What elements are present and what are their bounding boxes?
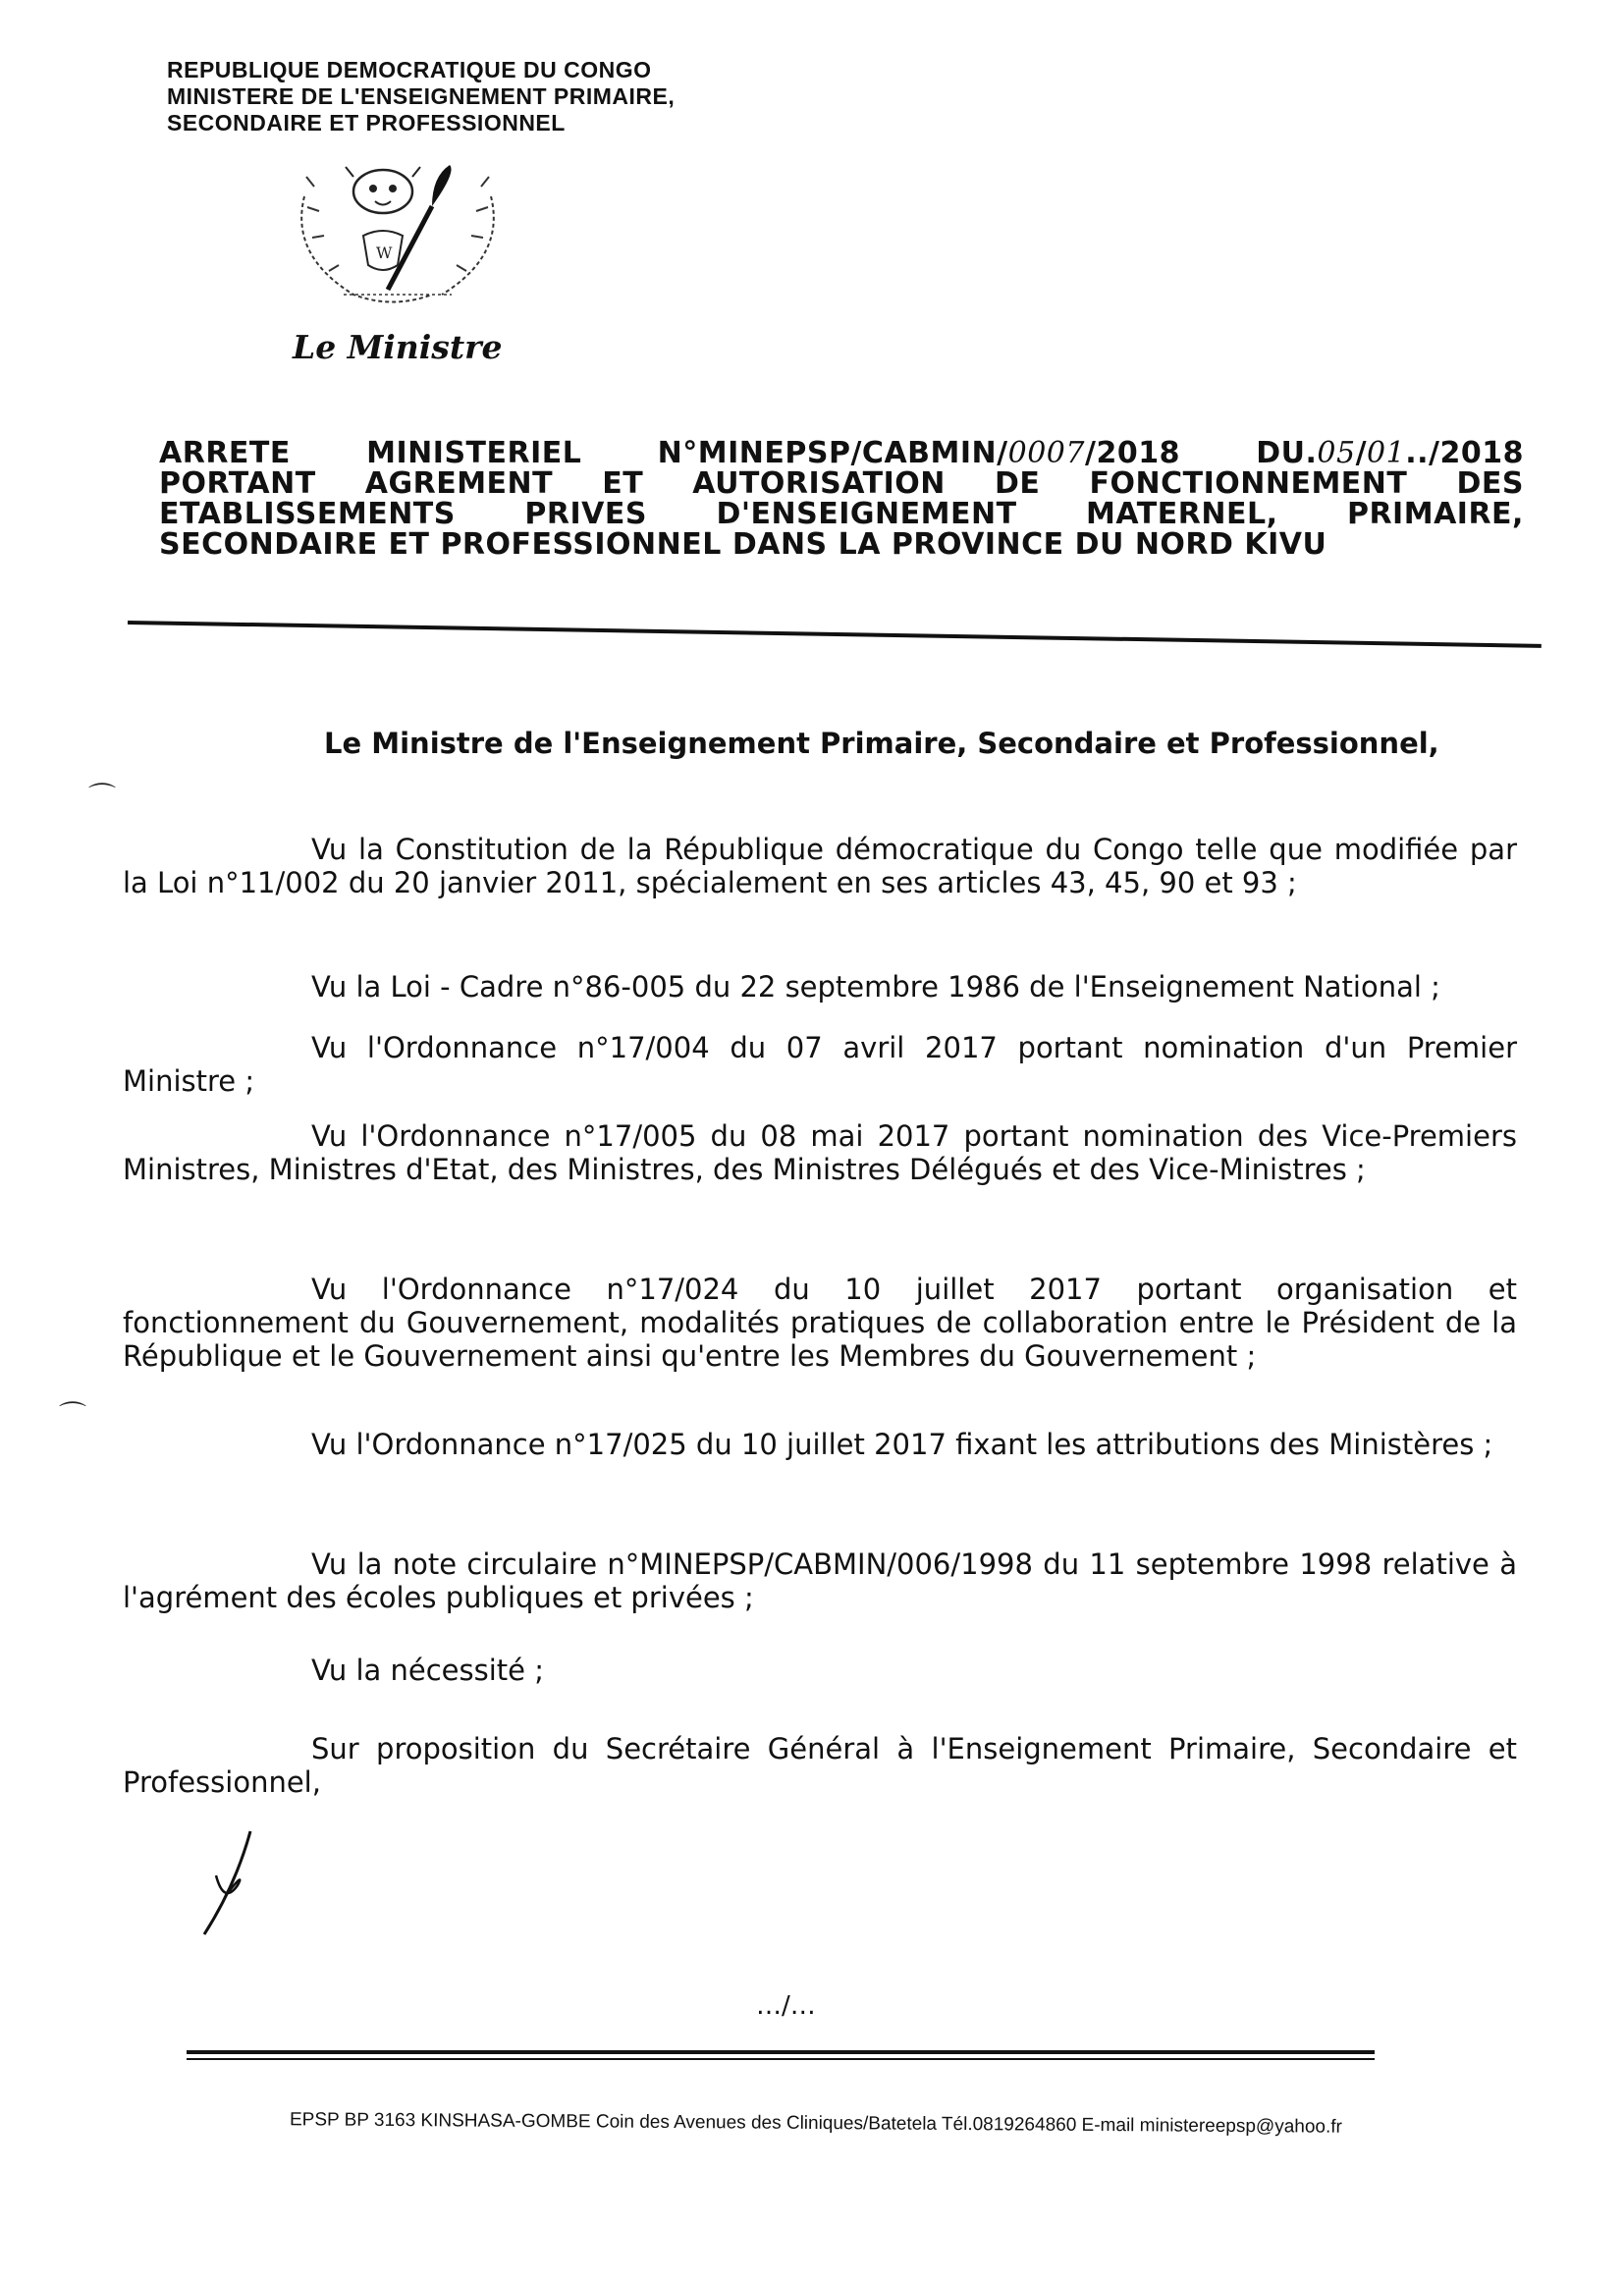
title-word: /2018 xyxy=(1084,436,1180,470)
title-line-1 xyxy=(159,438,1524,468)
recital-paragraph: Vu l'Ordonnance n°17/025 du 10 juillet 2017 fixant les attributions des Ministères ; xyxy=(311,1428,1493,1461)
recital-paragraph: Sur proposition du Secrétaire Général à l'Enseignement Primaire, Secondaire et Professionnel, xyxy=(123,1732,1517,1799)
svg-text:W: W xyxy=(376,244,393,262)
title-word: DU. xyxy=(1256,436,1318,470)
title-word: PORTANT xyxy=(159,466,316,501)
handwritten-day: 05 xyxy=(1317,436,1356,470)
footer-divider xyxy=(187,2050,1375,2054)
title-word: PRIMAIRE, xyxy=(1346,497,1524,531)
title-word: / xyxy=(1355,436,1368,470)
decree-title xyxy=(159,438,1524,560)
continuation-mark: …/… xyxy=(756,1991,816,2021)
recital-paragraph: Vu l'Ordonnance n°17/004 du 07 avril 2017 portant nomination d'un Premier Ministre ; xyxy=(123,1031,1517,1098)
title-word: PRIVES xyxy=(524,497,647,531)
footer-divider-thin xyxy=(187,2058,1375,2060)
title-line-4: SECONDAIRE ET PROFESSIONNEL DANS LA PROVINCE DU NORD KIVU xyxy=(159,527,1327,562)
title-word: DES xyxy=(1456,466,1524,501)
header-ministry: MINISTERE DE L'ENSEIGNEMENT PRIMAIRE, xyxy=(167,83,676,109)
coat-of-arms-emblem-icon xyxy=(285,157,511,314)
handwritten-month: 01 xyxy=(1367,436,1406,470)
title-word: MATERNEL, xyxy=(1086,497,1278,531)
title-word: DE xyxy=(995,466,1041,501)
title-word: ET xyxy=(602,466,644,501)
title-word: N°MINEPSP/CABMIN/ xyxy=(657,436,1008,470)
title-word: FONCTIONNEMENT xyxy=(1089,466,1408,501)
title-word: MINISTERIEL xyxy=(366,436,582,470)
signatory-heading: Le Ministre de l'Enseignement Primaire, Secondaire et Professionnel, xyxy=(324,727,1439,760)
title-divider xyxy=(128,621,1542,648)
margin-mark: ⌒ xyxy=(88,781,117,813)
title-word: ARRETE xyxy=(159,436,291,470)
title-word: ETABLISSEMENTS xyxy=(159,497,456,531)
title-word: D'ENSEIGNEMENT xyxy=(716,497,1017,531)
recital-paragraph: Vu la nécessité ; xyxy=(311,1654,544,1687)
title-word: AUTORISATION xyxy=(692,466,946,501)
header-country: REPUBLIQUE DEMOCRATIQUE DU CONGO xyxy=(167,57,652,82)
title-word: AGREMENT xyxy=(364,466,554,501)
recital-paragraph: Vu l'Ordonnance n°17/024 du 10 juillet 2017 portant organisation et fonctionnement du Gouvernement, modalités pratiques de collaboration entre le Président de la République et le Gouvernement ainsi qu'entre les Membres du Gouvernement ; xyxy=(123,1273,1517,1373)
minister-signature-title: Le Ministre xyxy=(293,328,503,366)
recital-paragraph: Vu la Loi - Cadre n°86-005 du 22 septembre 1986 de l'Enseignement National ; xyxy=(311,970,1440,1004)
title-line-3 xyxy=(159,499,1524,529)
ministry-contact-footer: EPSP BP 3163 KINSHASA-GOMBE Coin des Avenues des Cliniques/Batetela Tél.0819264860 E-mail ministereepsp@yahoo.fr xyxy=(289,2109,1343,2138)
header-ministry-cont: SECONDAIRE ET PROFESSIONNEL xyxy=(167,110,566,136)
recital-paragraph: Vu la Constitution de la République démocratique du Congo telle que modifiée par la Loi n°11/002 du 20 janvier 2011, spécialement en ses articles 43, 45, 90 et 93 ; xyxy=(123,833,1517,899)
recital-paragraph: Vu la note circulaire n°MINEPSP/CABMIN/006/1998 du 11 septembre 1998 relative à l'agrément des écoles publiques et privées ; xyxy=(123,1547,1517,1614)
title-line-2 xyxy=(159,468,1524,499)
decree-reference xyxy=(658,438,1180,468)
handwritten-decree-number: 0007 xyxy=(1007,436,1085,470)
handwritten-initials-icon xyxy=(196,1826,265,1944)
ministry-header xyxy=(167,57,675,136)
recital-paragraph: Vu l'Ordonnance n°17/005 du 08 mai 2017 portant nomination des Vice-Premiers Ministres, Ministres d'Etat, des Ministres, des Ministres Délégués et des Vice-Ministres ; xyxy=(123,1119,1517,1186)
margin-mark: ⌒ xyxy=(59,1399,87,1432)
title-word: ../2018 xyxy=(1405,436,1524,470)
decree-date xyxy=(1256,438,1524,468)
